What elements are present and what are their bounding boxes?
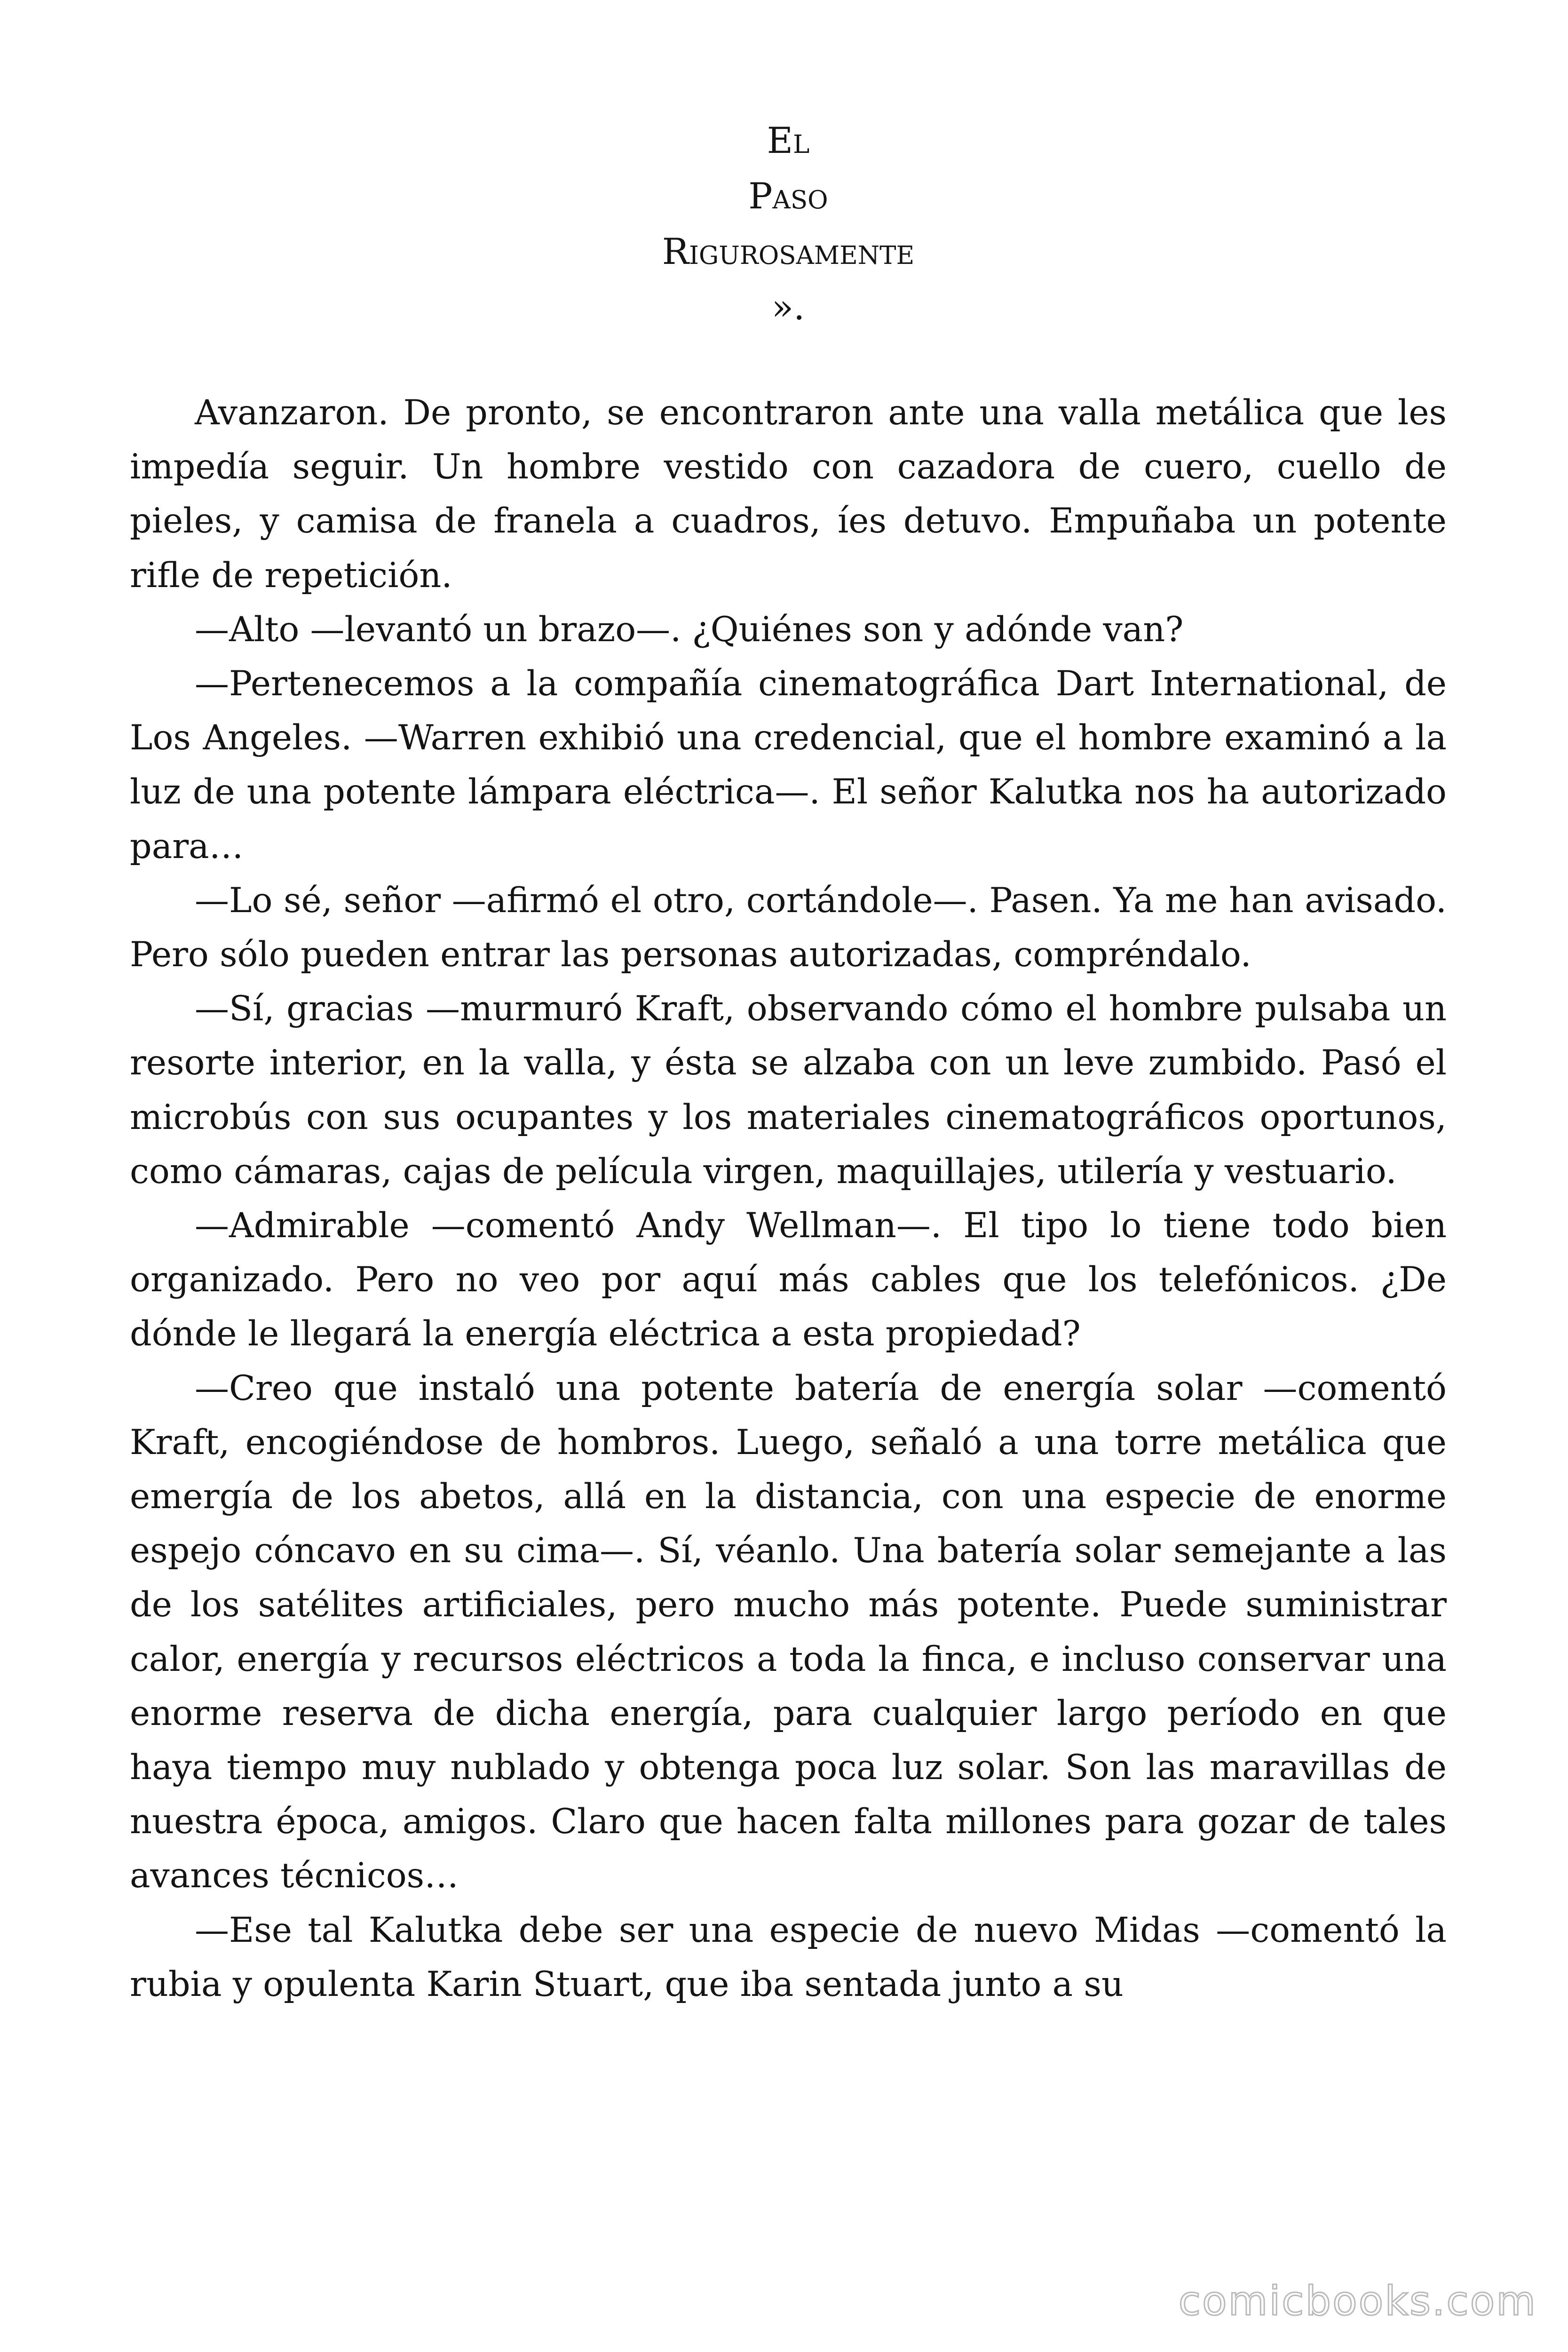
paragraph: —Lo sé, señor —afirmó el otro, cortándole—. Pasen. Ya me han avisado. Pero sólo pueden entrar las personas autorizadas, compréndalo. bbox=[130, 880, 1447, 975]
heading-line-4: ». bbox=[771, 286, 805, 328]
heading-line-3: Rigurosamente bbox=[662, 230, 915, 272]
paragraph: Avanzaron. De pronto, se encontraron ante una valla metálica que les impedía seguir. Un hombre vestido con cazadora de cuero, cuello de pieles, y camisa de franela a cuadros, íes detuvo. Empuñaba un potente rifle de repetición. bbox=[130, 393, 1447, 596]
paragraph: —Ese tal Kalutka debe ser una especie de nuevo Midas —comentó la rubia y opulenta Karin Stuart, que iba sentada junto a su bbox=[130, 1910, 1447, 2004]
paragraph: —Pertenecemos a la compañía cinematográfica Dart International, de Los Angeles. —Warren exhibió una credencial, que el hombre examinó a la luz de una potente lámpara eléctrica—. El señor Kalutka nos ha autorizado para… bbox=[130, 664, 1447, 866]
paragraph: —Creo que instaló una potente batería de energía solar —comentó Kraft, encogiéndose de hombros. Luego, señaló a una torre metálica que emergía de los abetos, allá en la distancia, con una especie de enorme espejo cóncavo en su cima—. Sí, véanlo. Una batería solar semejante a las de los satélites artificiales, pero mucho más potente. Puede suministrar calor, energía y recursos eléctricos a toda la finca, e incluso conservar una enorme reserva de dicha energía, para cualquier largo período en que haya tiempo muy nublado y obtenga poca luz solar. Son las maravillas de nuestra época, amigos. Claro que hacen falta millones para gozar de tales avances técnicos… bbox=[130, 1368, 1447, 1896]
chapter-heading bbox=[130, 113, 1447, 335]
body-text bbox=[130, 386, 1447, 2011]
paragraph: —Sí, gracias —murmuró Kraft, observando cómo el hombre pulsaba un resorte interior, en la valla, y ésta se alzaba con un leve zumbido. Pasó el microbús con sus ocupantes y los materiales cinematográficos oportunos, como cámaras, cajas de película virgen, maquillajes, utilería y vestuario. bbox=[130, 989, 1447, 1192]
paragraph: —Alto —levantó un brazo—. ¿Quiénes son y adónde van? bbox=[195, 609, 1184, 650]
heading-line-1: El bbox=[767, 119, 810, 161]
paragraph: —Admirable —comentó Andy Wellman—. El tipo lo tiene todo bien organizado. Pero no veo por aquí más cables que los telefónicos. ¿De dónde le llegará la energía eléctrica a esta propiedad? bbox=[130, 1206, 1447, 1354]
heading-line-2: Paso bbox=[748, 175, 828, 217]
site-watermark: comicbooks.com bbox=[1178, 2278, 1537, 2325]
book-page bbox=[130, 113, 1447, 2011]
